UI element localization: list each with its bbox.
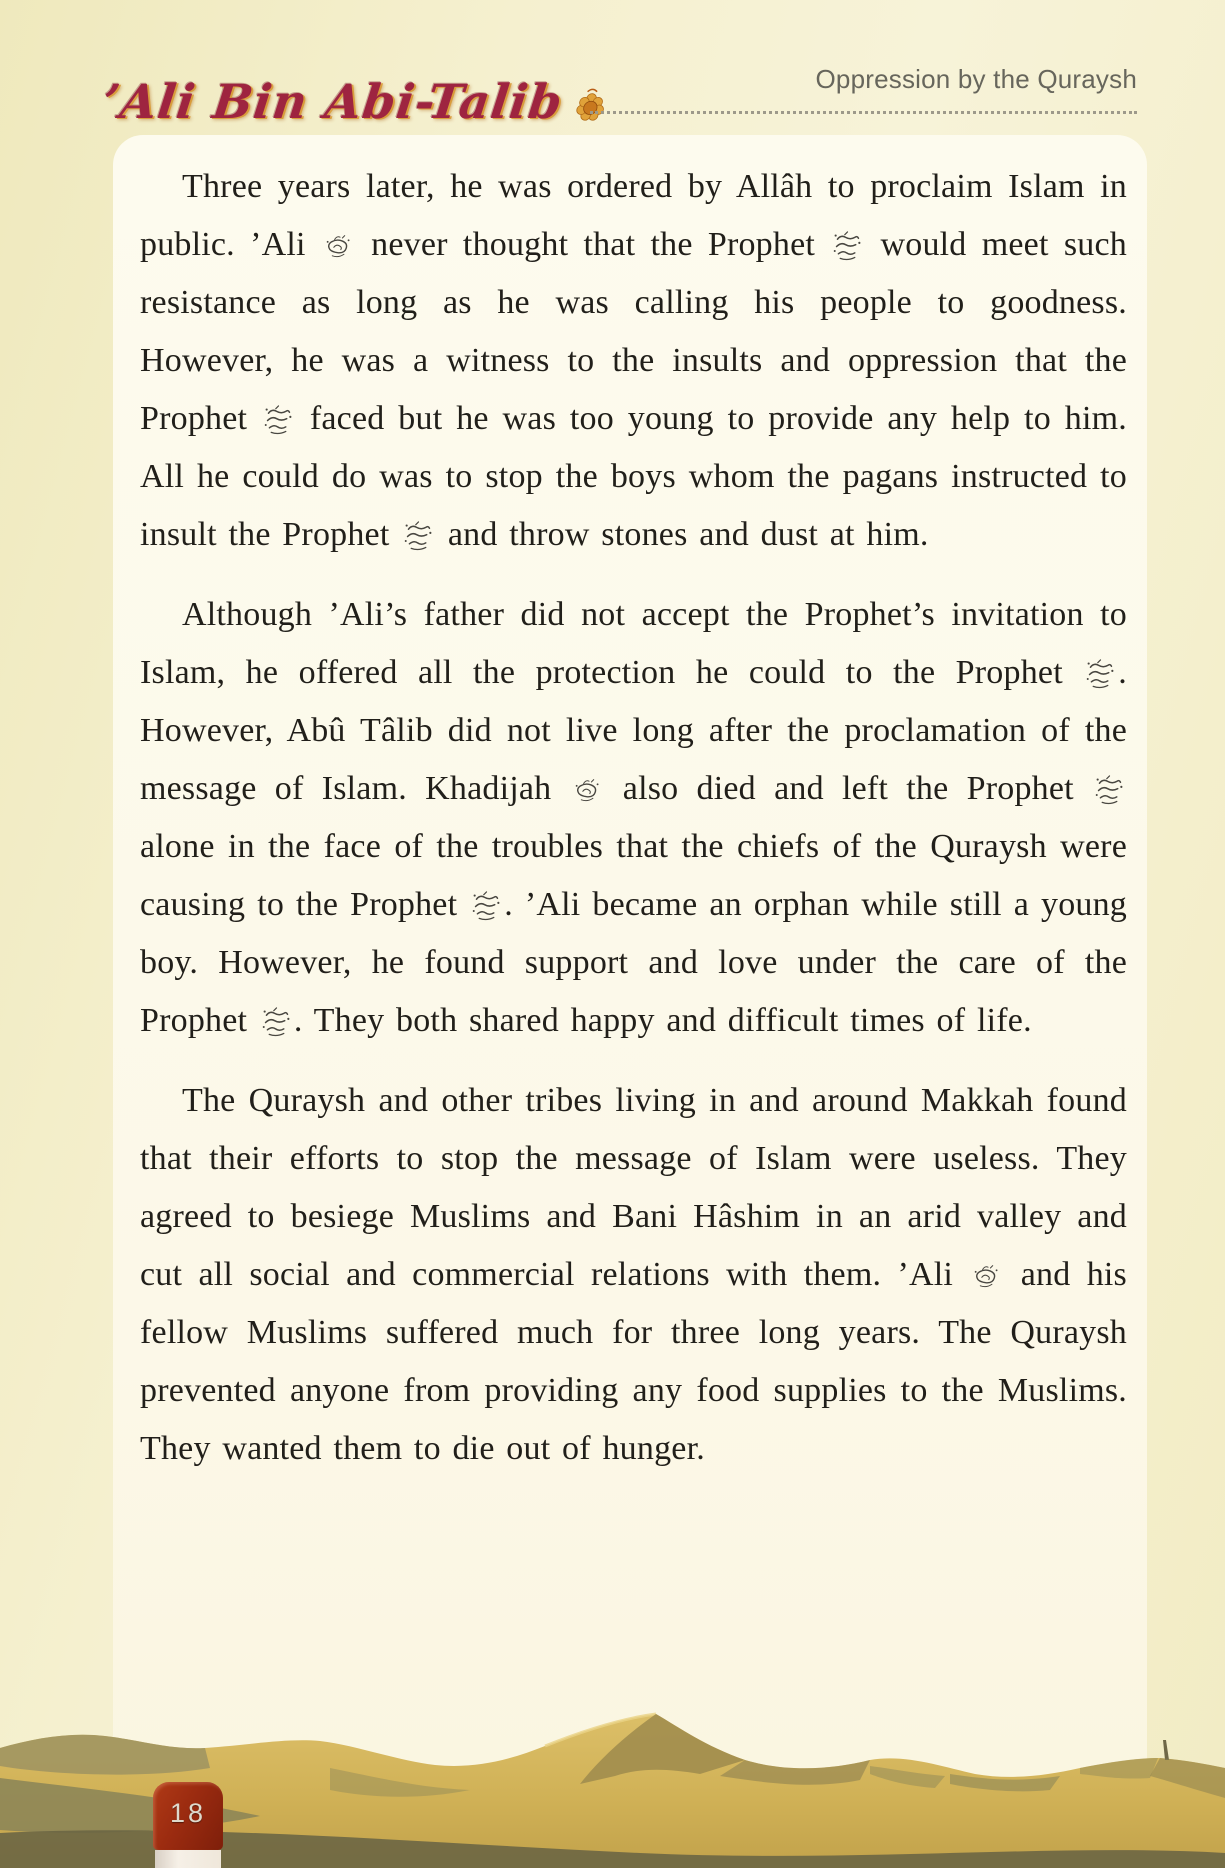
honorific-saw-icon [471, 891, 502, 922]
paragraph: The Quraysh and other tribes living in and around Makkah found that their efforts to stop the message of Islam were useless. They agreed to besiege Muslims and Bani Hâshim in an arid valley and cut all social and commercial relations with them. ’Ali and his fellow Muslims suffered much for three long years. The Quraysh prevented anyone from providing any food supplies to the Muslims. They wanted them to die out of hunger. [140, 1082, 1127, 1467]
honorific-saw-icon [261, 1007, 292, 1038]
honorific-saw-icon [832, 231, 863, 262]
honorific-ra-icon [323, 231, 354, 262]
page-header [99, 58, 1139, 130]
gold-rosette-icon [570, 85, 613, 123]
book-title-calligraphy [99, 75, 613, 130]
honorific-ra-icon [572, 775, 603, 806]
body-text [140, 158, 1127, 1500]
section-title: Oppression by the Quraysh [815, 64, 1137, 94]
honorific-ra-icon [971, 1261, 1002, 1292]
paragraph: Three years later, he was ordered by Allâh to proclaim Islam in public. ’Ali never thought that the Prophet would meet such resistance as long as he was calling his people to goodness. However, he was a witness to the insults and oppression that the Prophet faced but he was too young to provide any help to him. All he could do was to stop the boys whom the pagans instructed to insult the Prophet and throw stones and dust at him. [140, 168, 1127, 553]
honorific-saw-icon [1094, 775, 1125, 806]
honorific-saw-icon [1085, 659, 1116, 690]
page-number-marker-stem [155, 1850, 221, 1868]
page-number-marker [153, 1782, 223, 1868]
page-number: 18 [169, 1798, 207, 1828]
honorific-saw-icon [403, 521, 434, 552]
honorific-saw-icon [263, 405, 294, 436]
dotted-rule [590, 111, 1137, 114]
page-number-box [153, 1782, 223, 1850]
paragraph: Although ’Ali’s father did not accept the Prophet’s invitation to Islam, he offered all the protection he could to the Prophet . However, Abû Tâlib did not live long after the proclamation of the message of Islam. Khadijah also died and left the Prophet alone in the face of the troubles that the chiefs of the Quraysh were causing to the Prophet . ’Ali became an orphan while still a young boy. However, he found support and love under the care of the Prophet . They both shared happy and difficult times of life. [140, 596, 1127, 1039]
book-title-text: ’Ali Bin Abi-Talib [99, 75, 566, 130]
